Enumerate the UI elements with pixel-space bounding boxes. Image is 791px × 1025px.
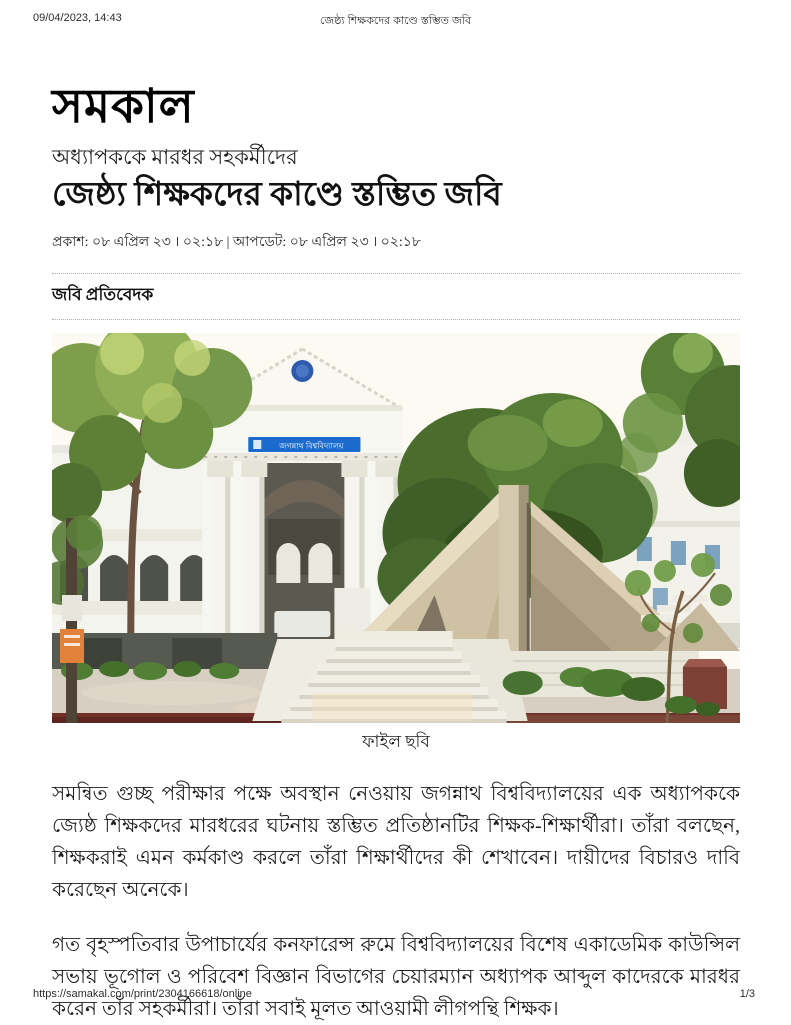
- divider-bottom: [52, 319, 740, 320]
- samakal-logo: সমকাল: [52, 81, 195, 133]
- article-meta-line: প্রকাশ: ০৮ এপ্রিল ২৩ । ০২:১৮ | আপডেট: ০৮ এপ্রিল ২৩ । ০২:১৮: [52, 234, 421, 250]
- article-photo: [52, 333, 740, 723]
- front-stairs: [252, 631, 527, 723]
- print-footer: [33, 988, 755, 1004]
- article-paragraph: সমন্বিত গুচ্ছ পরীক্ষার পক্ষে অবস্থান নেওয়ায় জগন্নাথ বিশ্ববিদ্যালয়ের এক অধ্যাপককে জ্যেষ্ঠ শিক্ষকদের মারধরের ঘটনায় স্তম্ভিত প্রতিষ্ঠানটির শিক্ষক-শিক্ষার্থীরা। তাঁরা বলছেন, শিক্ষকরাই এমন কর্মকাণ্ড করলে তাঁরা শিক্ষার্থীদের কী শেখাবেন। দায়ীদের বিচারও দাবি করেছেন অনেকে।: [52, 782, 740, 901]
- article-byline: জবি প্রতিবেদক: [52, 284, 154, 304]
- article-kicker: অধ্যাপককে মারধর সহকর্মীদের: [52, 145, 298, 170]
- print-datetime: 09/04/2023, 14:43: [33, 12, 122, 24]
- footer-url: https://samakal.com/print/2304166618/online: [33, 988, 252, 1000]
- photo-illustration: [52, 333, 740, 723]
- print-document-title: জেষ্ঠ্য শিক্ষকদের কাণ্ডে স্তম্ভিত জবি: [319, 15, 472, 27]
- signboard-text: জগন্নাথ বিশ্ববিদ্যালয়: [279, 441, 344, 451]
- photo-caption: ফাইল ছবি: [362, 731, 430, 751]
- footer-page-indicator: 1/3: [739, 988, 755, 1000]
- print-header: [33, 12, 758, 28]
- university-signboard: [248, 437, 360, 452]
- article-paragraph: গত বৃহস্পতিবার উপাচার্যের কনফারেন্স রুমে বিশ্ববিদ্যালয়ের বিশেষ একাডেমিক কাউন্সিল সভায় ভূগোল ও পরিবেশ বিজ্ঞান বিভাগের চেয়ারম্যান অধ্যাপক আব্দুল কাদেরকে মারধর করেন তাঁর সহকর্মীরা। তাঁরা সবাই মূলত আওয়ামী লীগপন্থি শিক্ষক।: [52, 933, 740, 1020]
- article-column: [52, 80, 740, 1025]
- article-headline: জেষ্ঠ্য শিক্ষকদের কাণ্ডে স্তম্ভিত জবি: [52, 177, 502, 214]
